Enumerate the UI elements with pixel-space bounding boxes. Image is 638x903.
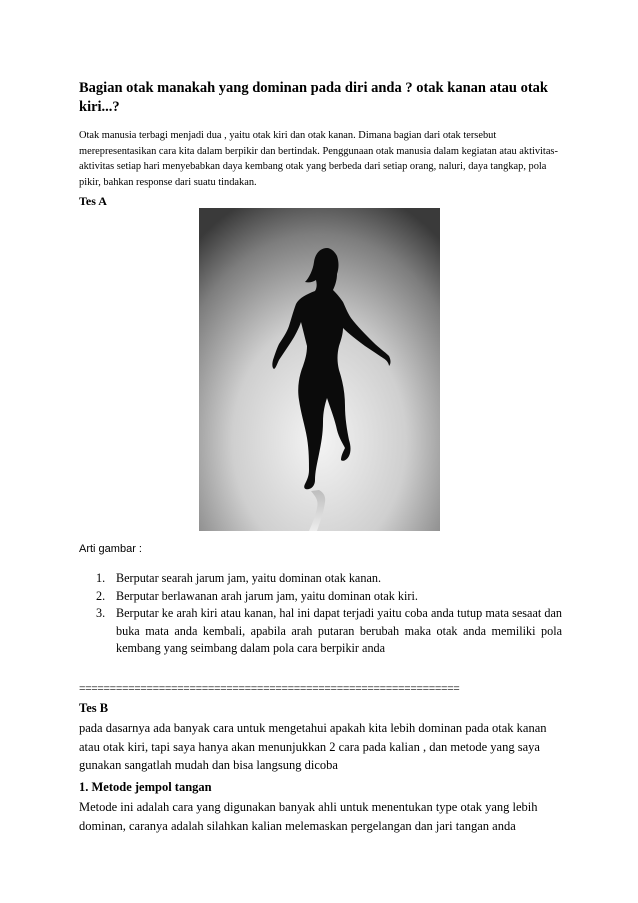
list-item-number: 3. bbox=[96, 606, 106, 620]
arti-gambar-label: Arti gambar : bbox=[79, 543, 142, 555]
metode-jempol-paragraph: Metode ini adalah cara yang digunakan banyak ahli untuk menentukan type otak yang lebih dominan, caranya adalah silahkan kalian melemaskan pergelangan dan jari tangan anda bbox=[79, 800, 538, 833]
list-item-text: Berputar ke arah kiri atau kanan, hal ini dapat terjadi yaitu coba anda tutup mata sesaat dan buka mata anda kembali, apabila arah putaran berubah maka otak anda memiliki pola kembang yang seimbang dalam pola cara berpikir anda bbox=[116, 606, 562, 655]
tes-a-heading: Tes A bbox=[79, 194, 107, 208]
list-item-number: 1. bbox=[96, 571, 106, 585]
list-item bbox=[79, 605, 562, 658]
list-item-text: Berputar searah jarum jam, yaitu dominan otak kanan. bbox=[116, 571, 381, 585]
list-item bbox=[79, 570, 562, 588]
intro-paragraph: Otak manusia terbagi menjadi dua , yaitu otak kiri dan otak kanan. Dimana bagian dari otak tersebut merepresentasikan cara kita dalam berpikir dan bertindak. Penggunaan otak manusia dalam kegiatan atau aktivitas-aktivitas setiap hari menyebabkan daya kembang otak yang berbeda dari setiap orang, naluri, daya tangkap, pola pikir, bahkan response dari suatu tindakan. bbox=[79, 130, 558, 188]
tes-b-paragraph: pada dasarnya ada banyak cara untuk mengetahui apakah kita lebih dominan pada otak kanan atau otak kiri, tapi saya hanya akan menunjukkan 2 cara pada kalian , dan metode yang saya gunakan sangatlah mudah dan bisa langsung dicoba bbox=[79, 721, 547, 772]
list-item bbox=[79, 588, 562, 606]
list-item-text: Berputar berlawanan arah jarum jam, yaitu dominan otak kiri. bbox=[116, 588, 418, 603]
section-divider: ============================================================== bbox=[79, 683, 460, 695]
list-item-number: 2. bbox=[96, 588, 106, 603]
page-title: Bagian otak manakah yang dominan pada diri anda ? otak kanan atau otak kiri...? bbox=[79, 80, 548, 115]
tes-b-heading: Tes B bbox=[79, 701, 109, 715]
spinning-dancer-figure bbox=[199, 208, 440, 531]
arti-list bbox=[79, 570, 562, 658]
metode-jempol-heading: 1. Metode jempol tangan bbox=[79, 780, 212, 794]
